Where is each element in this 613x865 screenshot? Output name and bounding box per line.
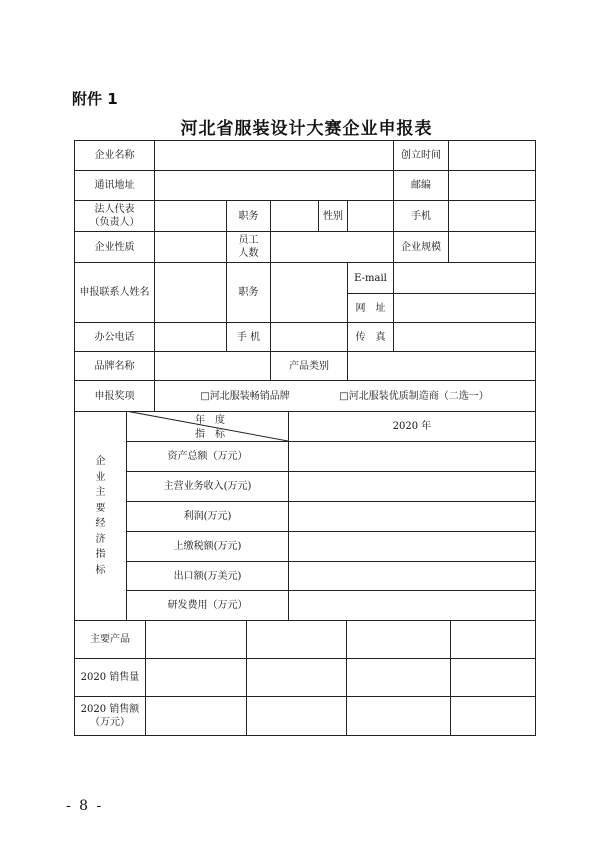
label-contact-name: 申报联系人姓名 [79,287,150,298]
label-fax: 传 真 [355,331,386,343]
label-award-item: 申报奖项 [94,390,135,402]
label-company-scale: 企业规模 [401,241,441,253]
col-rule [246,620,247,735]
label-brand-name: 品牌名称 [94,360,135,372]
col-rule [347,351,348,380]
form-title: 河北省服装设计大赛企业申报表 [180,119,433,139]
label-product-category: 产品类别 [289,360,329,372]
col-rule [347,200,348,231]
label-company-name: 企业名称 [94,150,135,161]
label-position: 职务 [238,210,259,222]
header-year-label: 年 度 [195,414,225,426]
award-option-quality-manufacturer[interactable]: □河北服装优质制造商（二选一） [339,390,489,402]
label-postcode: 邮编 [411,180,431,191]
label-gender: 性别 [323,210,343,222]
label-founded-time: 创立时间 [401,150,441,161]
col-rule [270,200,271,231]
year-2020-header: 2020 年 [392,421,432,432]
col-rule [393,322,394,351]
label-website: 网 址 [355,302,386,314]
col-rule [450,620,451,735]
label-office-phone: 办公电话 [94,331,135,343]
col-rule [448,231,449,262]
label-mobile: 手机 [411,210,431,222]
economic-section-label: 企业主要经济指标 [95,456,106,576]
label-staff-count: 员工 人数 [238,235,259,259]
award-option-bestselling-brand[interactable]: □河北服装畅销品牌 [200,390,290,402]
col-rule [154,140,155,200]
col-rule [448,140,449,200]
indicator-rd-expense: 研发费用（万元） [167,600,248,611]
header-indicator-label: 指 标 [195,428,225,440]
col-rule [270,322,271,351]
table-border-right [535,140,536,736]
table-border-bottom [74,735,536,736]
label-sales-amount: 2020 销售额 （万元） [80,704,140,728]
label-contact-position: 职务 [238,287,259,298]
col-rule [346,620,347,735]
indicator-main-revenue: 主营业务收入(万元) [163,481,252,492]
label-sales-volume: 2020 销售量 [80,672,140,683]
indicator-profit: 利润(万元) [183,511,232,522]
attachment-label: 附件 1 [72,90,118,108]
col-rule [393,262,394,322]
col-rule [154,231,155,262]
indicator-tax-paid: 上缴税额(万元) [173,541,242,552]
page-number: - 8 - [66,798,104,814]
indicator-export-amount: 出口额(万美元) [173,570,242,582]
label-contact-mobile: 手 机 [236,331,261,343]
col-rule [288,411,289,620]
label-address: 通讯地址 [94,180,135,191]
label-main-products: 主要产品 [90,634,130,645]
col-rule [145,620,146,735]
col-rule [154,380,155,411]
indicator-total-assets: 资产总额（万元） [167,451,248,462]
col-rule [448,200,449,231]
col-rule [154,351,155,380]
col-rule [154,322,155,351]
col-rule [154,200,155,231]
economic-section-cell [75,412,126,620]
col-rule [154,262,155,322]
label-email: E-mail [354,272,387,284]
col-rule [270,262,271,322]
label-company-nature: 企业性质 [94,241,135,253]
label-legal-rep: 法人代表 （负责人） [89,204,140,228]
col-rule [270,231,271,262]
